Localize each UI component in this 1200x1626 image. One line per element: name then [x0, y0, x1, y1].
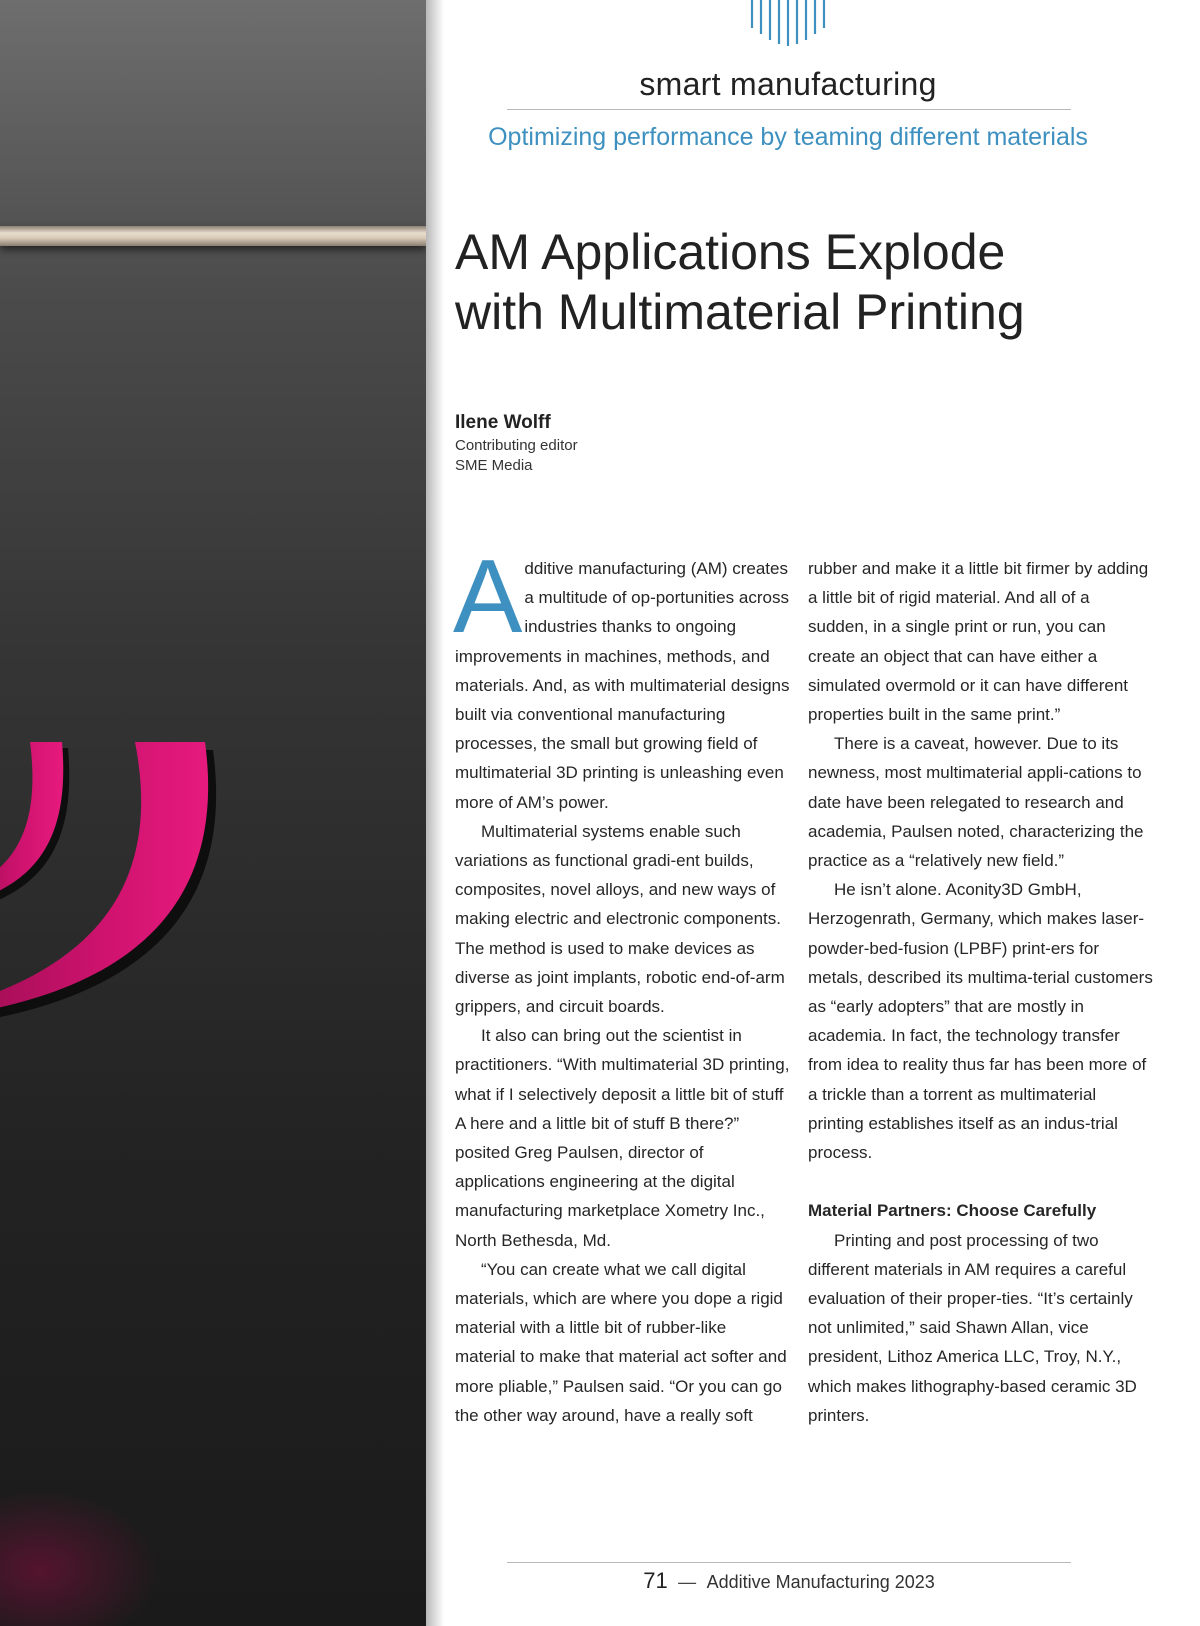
page-number: 71: [643, 1568, 668, 1593]
author-name: Ilene Wolff: [455, 412, 551, 433]
author-role: Contributing editor: [455, 437, 578, 454]
paragraph-text: dditive manufacturing (AM) creates a multitude of op-portunities across industries thanks to ongoing improvements in machines, methods, and materials. And, as with multimaterial designs built via conventional manufacturing processes, the small but growing field of multimaterial 3D printing is unleashing even more of AM’s power.: [455, 559, 790, 812]
paragraph: Printing and post processing of two different materials in AM requires a careful evaluation of their proper-ties. “It’s certainly not unlimited,” said Shawn Allan, vice president, Lithoz America LLC, Troy, N.Y., which makes lithography-based ceramic 3D printers.: [808, 1230, 1137, 1425]
author-organization: SME Media: [455, 457, 533, 474]
footer-separator: —: [678, 1572, 697, 1592]
page-edge-shadow: [426, 0, 444, 1626]
drop-cap: A: [453, 539, 523, 655]
magenta-arcs-graphic: [0, 0, 426, 1626]
paragraph: Multimaterial systems enable such variations as functional gradi-ent builds, composites, novel alloys, and new ways of making electric and electronic components. The method is used to make devices as diverse as joint implants, robotic end-of-arm grippers, and circuit boards.: [455, 821, 785, 1017]
paragraph: It also can bring out the scientist in practitioners. “With multimaterial 3D printing, what if I selectively deposit a little bit of stuff A here and a little bit of stuff B there?” posited Greg Paulsen, director of applications engineering at the digital manufacturing marketplace Xometry Inc., North Bethesda, Md.: [455, 1026, 790, 1250]
paragraph: rubber and make it a little bit firmer by adding a little bit of rigid material. And all of a sudden, in a single print or run, you can create an object that can have either a simulated overmold or it can have different properties built in the same print.”: [808, 559, 1149, 725]
section-logo-icon: [748, 0, 828, 48]
title-line-1: AM Applications Explode: [455, 224, 1006, 280]
section-tagline: Optimizing performance by teaming different materials: [488, 123, 1088, 151]
article-title: [455, 222, 1155, 342]
publication-name: Additive Manufacturing 2023: [706, 1572, 935, 1592]
article-column-left: [453, 539, 790, 1430]
page-footer: [507, 1562, 1071, 1594]
section-name: smart manufacturing: [639, 66, 937, 102]
cover-photo: [0, 0, 426, 1626]
paragraph: There is a caveat, however. Due to its newness, most multimaterial appli-cations to date have been relegated to research and academia, Paulsen noted, characterizing the practice as a “relatively new field.”: [808, 734, 1144, 871]
paragraph: He isn’t alone. Aconity3D GmbH, Herzogenrath, Germany, which makes laser-powder-bed-fusion (LPBF) print-ers for metals, described its multima-terial customers as “early adopters” that are mostly in academia. In fact, the technology transfer from idea to reality thus far has been more of a trickle than a torrent as multimaterial printing establishes itself as an indus-trial process.: [808, 880, 1153, 1163]
byline: [455, 410, 578, 476]
subheading: Material Partners: Choose Carefully: [808, 1201, 1097, 1221]
paragraph: “You can create what we call digital materials, which are where you dope a rigid material with a little bit of rubber-like material to make that material act softer and more pliable,” Paulsen said. “Or you can go the other way around, have a really soft: [455, 1259, 787, 1425]
title-line-2: with Multimaterial Printing: [455, 284, 1025, 340]
article-column-right: [808, 554, 1153, 1430]
paragraph: [453, 539, 790, 817]
section-divider: [507, 109, 1071, 110]
